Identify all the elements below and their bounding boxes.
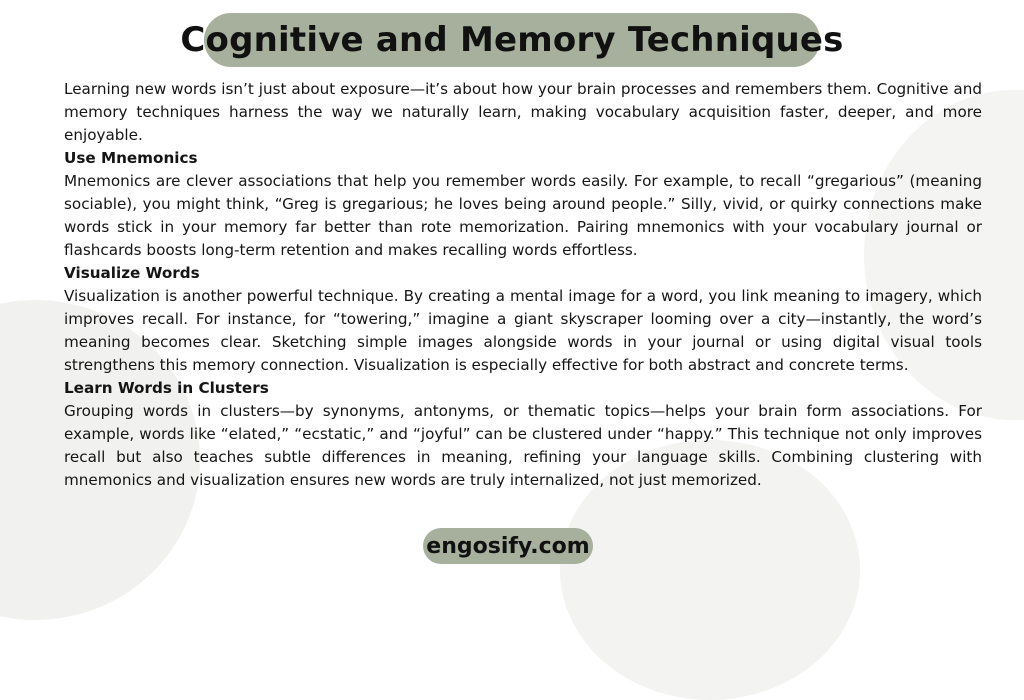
title-banner [180,13,844,67]
section-heading-mnemonics: Use Mnemonics [64,149,198,167]
intro-paragraph: Learning new words isn’t just about exposure—it’s about how your brain processes and remembers them. Cognitive and memory techniques harness the way we naturally learn, making vocabulary acquisition faster, deeper, and more enjoyable. [64,80,982,144]
section-body-clusters: Grouping words in clusters—by synonyms, antonyms, or thematic topics—helps your brain form associations. For example, words like “elated,” “ecstatic,” and “joyful” can be clustered under “happy.” This technique not only improves recall but also teaches subtle differences in meaning, refining your language skills. Combining clustering with mnemonics and visualization ensures new words are truly internalized, not just memorized. [64,402,982,489]
section-body-visualize: Visualization is another powerful technique. By creating a mental image for a word, you link meaning to imagery, which improves recall. For instance, for “towering,” imagine a giant skyscraper looming over a city—instantly, the word’s meaning becomes clear. Sketching simple images alongside words in your journal or using digital visual tools strengthens this memory connection. Visualization is especially effective for both abstract and concrete terms. [64,287,982,374]
section-body-mnemonics: Mnemonics are clever associations that help you remember words easily. For example, to recall “gregarious” (meaning sociable), you might think, “Greg is gregarious; he loves being around people.” Silly, vivid, or quirky connections make words stick in your memory far better than rote memorization. Pairing mnemonics with your vocabulary journal or flashcards boosts long-term retention and makes recalling words effortless. [64,172,982,259]
site-name: engosify.com [426,533,590,559]
page-title: Cognitive and Memory Techniques [180,20,844,60]
footer-banner [423,528,593,564]
section-heading-clusters: Learn Words in Clusters [64,379,269,397]
section-heading-visualize: Visualize Words [64,264,200,282]
article-body [64,78,982,492]
